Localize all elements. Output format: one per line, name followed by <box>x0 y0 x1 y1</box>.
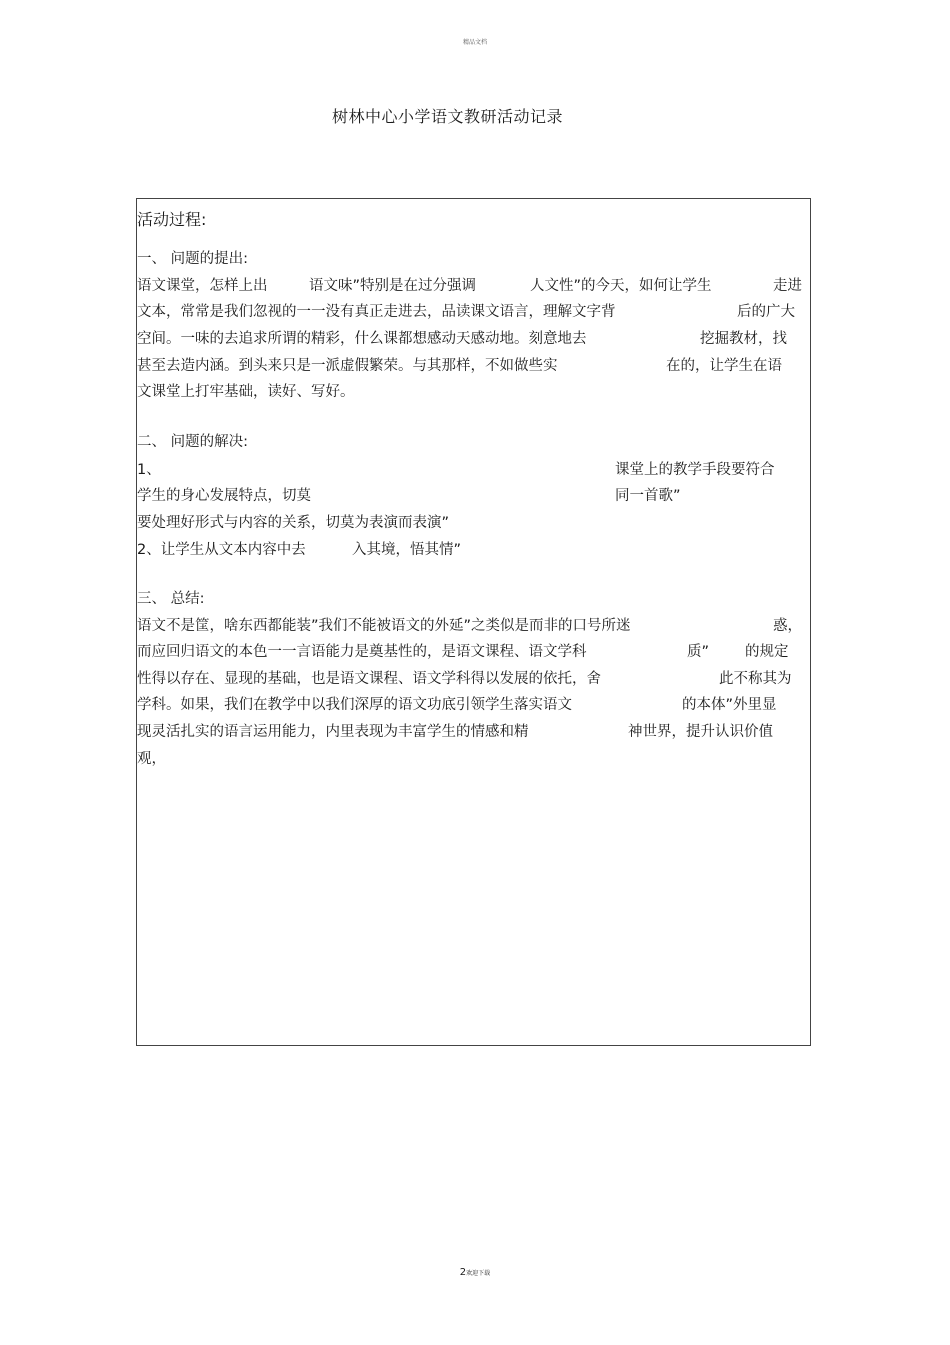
section1-heading: 一、 问题的提出: <box>137 251 248 267</box>
text-segment: 质” <box>687 644 710 660</box>
text-segment: 文本，常常是我们忽视的一一没有真正走进去，品读课文语言，理解文字背 <box>137 304 616 320</box>
section3-line-2 <box>137 643 812 661</box>
text-segment: 文课堂上打牢基础，读好、写好。 <box>137 384 355 400</box>
text-segment: 在的，让学生在语 <box>666 358 782 374</box>
text-segment: 的本体”外里显 <box>682 697 777 713</box>
text-segment: 的规定 <box>745 644 789 660</box>
text-segment: 而应回归语文的本色一一言语能力是奠基性的，是语文课程、语文学科 <box>137 644 587 660</box>
section1-line-5 <box>137 383 355 401</box>
section1-line-4 <box>137 357 812 375</box>
text-segment: 走进 <box>773 278 802 294</box>
section2-item2 <box>137 541 812 559</box>
section2-item1-right: 课堂上的教学手段要符合 <box>615 462 775 478</box>
section3-line-4 <box>137 696 812 714</box>
text-segment: 挖掘教材，找 <box>700 331 787 347</box>
section1-line-2 <box>137 303 812 321</box>
section2-item1-line3: 要处理好形式与内容的关系，切莫为表演而表演” <box>137 515 450 531</box>
text-segment: 入其境，悟其情” <box>352 542 462 558</box>
text-segment: 观， <box>137 751 166 767</box>
header-note: 精品文档 <box>462 39 487 46</box>
section1-line-1 <box>137 277 812 295</box>
text-segment: 语文味”特别是在过分强调 <box>309 278 477 294</box>
record-table <box>136 198 811 1046</box>
text-segment: 惑， <box>773 618 802 634</box>
text-segment: 性得以存在、显现的基础，也是语文课程、语文学科得以发展的依托，舍 <box>137 671 601 687</box>
text-segment: 语文课堂，怎样上出 <box>137 278 268 294</box>
text-segment: 神世界，提升认识价值 <box>628 724 773 740</box>
text-segment: 此不称其为 <box>719 671 792 687</box>
process-label: 活动过程: <box>137 210 207 229</box>
section2-heading: 二、 问题的解决: <box>137 434 248 450</box>
page-title: 树林中心小学语文教研活动记录 <box>331 107 563 126</box>
section3-line-1 <box>137 617 812 635</box>
text-segment: 后的广大 <box>737 304 795 320</box>
section3-line-5 <box>137 723 812 741</box>
text-segment: 学科。如果，我们在教学中以我们深厚的语文功底引领学生落实语文 <box>137 697 572 713</box>
text-segment: 语文不是筐，啥东西都能装”我们不能被语文的外延”之类似是而非的口号所迷 <box>137 618 631 634</box>
text-segment: 人文性”的今天，如何让学生 <box>530 278 712 294</box>
page-footer <box>0 1267 950 1278</box>
footer-note: 欢迎下载 <box>466 1270 491 1277</box>
text-segment: 2、让学生从文本内容中去 <box>137 542 306 558</box>
section2-item1-number: 1、 <box>137 462 161 478</box>
section3-line-6 <box>137 750 166 768</box>
section3-heading: 三、 总结: <box>137 591 205 607</box>
text-segment: 甚至去造内涵。到头来只是一派虚假繁荣。与其那样，不如做些实 <box>137 358 558 374</box>
section3-line-3 <box>137 670 812 688</box>
section1-line-3 <box>137 330 812 348</box>
section2-item1-line2: 学生的身心发展特点，切莫 <box>137 488 311 504</box>
section2-item1-line2-right: 同一首歌” <box>615 488 681 504</box>
text-segment: 空间。一味的去追求所谓的精彩，什么课都想感动天感动地。刻意地去 <box>137 331 587 347</box>
text-segment: 现灵活扎实的语言运用能力，内里表现为丰富学生的情感和精 <box>137 724 529 740</box>
page-number: 2 <box>459 1267 467 1278</box>
